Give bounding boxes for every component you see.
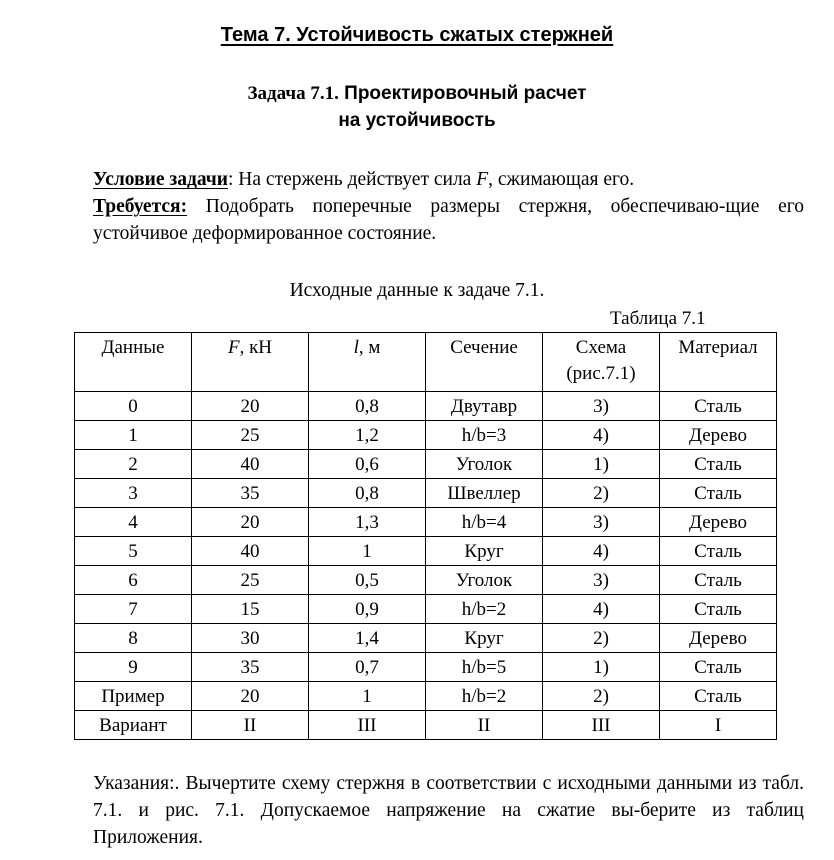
table-cell: 1 <box>75 421 192 450</box>
table-cell: h/b=2 <box>426 595 543 624</box>
table-cell: 3 <box>75 479 192 508</box>
table-cell: I <box>660 711 777 740</box>
header-data: Данные <box>75 333 192 392</box>
table-row <box>75 711 777 740</box>
condition-text-before: : На стержень действует сила <box>228 169 477 190</box>
table-cell: 35 <box>192 479 309 508</box>
table-cell: 3) <box>543 392 660 421</box>
table-cell: 0,6 <box>309 450 426 479</box>
table-cell: Сталь <box>660 653 777 682</box>
table-cell: 2) <box>543 624 660 653</box>
table-cell: Сталь <box>660 392 777 421</box>
header-scheme <box>543 333 660 392</box>
table-cell: 30 <box>192 624 309 653</box>
topic-title: Тема 7. Устойчивость сжатых стержней <box>220 24 614 46</box>
table-cell: Сталь <box>660 682 777 711</box>
table-cell: Сталь <box>660 566 777 595</box>
table-cell: 7 <box>75 595 192 624</box>
table-cell: II <box>426 711 543 740</box>
table-cell: 1 <box>309 682 426 711</box>
table-label: Таблица 7.1 <box>610 308 706 329</box>
table-cell: 15 <box>192 595 309 624</box>
table-cell: III <box>309 711 426 740</box>
required-paragraph <box>32 193 804 247</box>
table-cell: 1) <box>543 450 660 479</box>
table-row <box>75 421 777 450</box>
header-force-var: F <box>227 337 240 358</box>
task-heading-line1 <box>0 80 834 107</box>
condition-label: Условие задачи <box>93 169 229 190</box>
table-cell: 4) <box>543 421 660 450</box>
table-cell: 3) <box>543 566 660 595</box>
table-cell: Дерево <box>660 421 777 450</box>
table-row <box>75 537 777 566</box>
table-cell: h/b=3 <box>426 421 543 450</box>
table-cell: 0,9 <box>309 595 426 624</box>
table-cell: Пример <box>75 682 192 711</box>
table-cell: 20 <box>192 508 309 537</box>
table-cell: 2) <box>543 682 660 711</box>
table-cell: Швеллер <box>426 479 543 508</box>
table-cell: 9 <box>75 653 192 682</box>
table-row <box>75 450 777 479</box>
condition-force-var: F <box>476 169 489 190</box>
table-cell: 35 <box>192 653 309 682</box>
table-cell: 8 <box>75 624 192 653</box>
header-scheme-line2: (рис.7.1) <box>566 363 636 384</box>
table-cell: 4) <box>543 595 660 624</box>
table-cell: Сталь <box>660 450 777 479</box>
table-cell: 0 <box>75 392 192 421</box>
table-cell: 4) <box>543 537 660 566</box>
table-cell: 40 <box>192 450 309 479</box>
task-title-line1: Проектировочный расчет <box>344 83 587 104</box>
table-cell: h/b=2 <box>426 682 543 711</box>
table-cell: 1) <box>543 653 660 682</box>
table-cell: 4 <box>75 508 192 537</box>
table-cell: 20 <box>192 392 309 421</box>
header-section: Сечение <box>426 333 543 392</box>
table-row <box>75 595 777 624</box>
header-length <box>309 333 426 392</box>
required-text: Подобрать поперечные размеры стержня, обеспечиваю-щие его устойчивое деформированное состояние. <box>93 196 804 244</box>
table-cell: 25 <box>192 566 309 595</box>
table-cell: 2) <box>543 479 660 508</box>
table-cell: 1 <box>309 537 426 566</box>
instructions-paragraph <box>32 770 804 851</box>
table-header-row <box>75 333 777 392</box>
table-cell: h/b=5 <box>426 653 543 682</box>
header-length-var: l <box>353 337 359 358</box>
table-cell: 25 <box>192 421 309 450</box>
table-cell: 0,8 <box>309 479 426 508</box>
table-cell: Сталь <box>660 479 777 508</box>
condition-paragraph <box>32 166 804 193</box>
table-cell: 1,2 <box>309 421 426 450</box>
task-number: Задача 7.1. <box>247 83 339 104</box>
table-cell: 0,8 <box>309 392 426 421</box>
table-row <box>75 508 777 537</box>
table-cell: Сталь <box>660 537 777 566</box>
table-row <box>75 653 777 682</box>
table-cell: Дерево <box>660 508 777 537</box>
table-row <box>75 682 777 711</box>
header-scheme-line1: Схема <box>575 337 627 358</box>
table-cell: Вариант <box>75 711 192 740</box>
table-cell: 6 <box>75 566 192 595</box>
required-label: Требуется: <box>93 196 188 217</box>
table-cell: Двутавр <box>426 392 543 421</box>
table-cell: h/b=4 <box>426 508 543 537</box>
table-row <box>75 566 777 595</box>
table-cell: 40 <box>192 537 309 566</box>
table-row <box>75 392 777 421</box>
data-table <box>74 332 777 740</box>
header-force <box>192 333 309 392</box>
task-heading <box>0 80 834 134</box>
table-cell: 0,7 <box>309 653 426 682</box>
instructions-text: . Вычертите схему стержня в соответствии с исходными данными из табл. 7.1. и рис. 7.1. Допускаемое напряжение на сжатие вы-берите из таблиц Приложения. <box>93 773 804 848</box>
table-cell: Дерево <box>660 624 777 653</box>
instructions-label: Указания: <box>93 773 175 794</box>
table-body <box>75 392 777 740</box>
task-title-line2: на устойчивость <box>338 110 496 131</box>
table-cell: Уголок <box>426 566 543 595</box>
table-caption: Исходные данные к задаче 7.1. <box>289 280 545 301</box>
header-force-unit: , кН <box>239 337 273 358</box>
table-cell: Круг <box>426 624 543 653</box>
header-material: Материал <box>660 333 777 392</box>
table-cell: II <box>192 711 309 740</box>
table-cell: Сталь <box>660 595 777 624</box>
table-cell: Уголок <box>426 450 543 479</box>
table-cell: Круг <box>426 537 543 566</box>
table-cell: 5 <box>75 537 192 566</box>
table-cell: 2 <box>75 450 192 479</box>
table-row <box>75 479 777 508</box>
table-cell: 1,3 <box>309 508 426 537</box>
header-length-unit: , м <box>358 337 381 358</box>
table-row <box>75 624 777 653</box>
table-cell: III <box>543 711 660 740</box>
table-cell: 0,5 <box>309 566 426 595</box>
table-cell: 20 <box>192 682 309 711</box>
condition-text-after: , сжимающая его. <box>488 169 635 190</box>
table-cell: 1,4 <box>309 624 426 653</box>
table-cell: 3) <box>543 508 660 537</box>
